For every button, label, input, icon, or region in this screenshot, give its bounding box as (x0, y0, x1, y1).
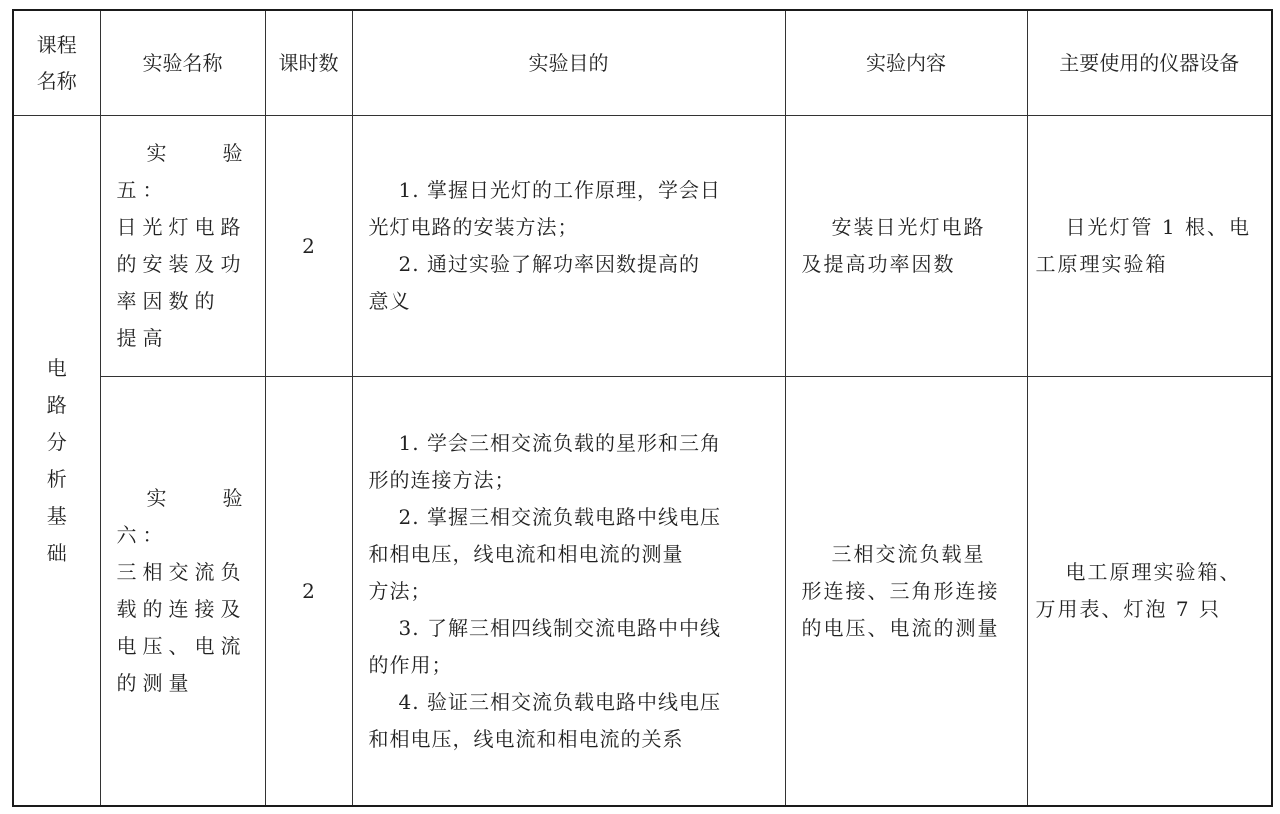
header-equipment: 主要使用的仪器设备 (1027, 10, 1272, 116)
hours-cell: 2 (265, 116, 352, 377)
header-experiment-name: 实验名称 (100, 10, 265, 116)
table-row (13, 377, 1272, 807)
table-row (13, 116, 1272, 377)
header-hours: 课时数 (265, 10, 352, 116)
experiment-name-cell: 实验六： 三相交流负 载的连接及 电压、电流 的测量 (100, 377, 265, 807)
header-content: 实验内容 (785, 10, 1027, 116)
purpose-cell: 1. 掌握日光灯的工作原理，学会日 光灯电路的安装方法； 2. 通过实验了解功率因数提高的 意义 (352, 116, 785, 377)
header-course-name: 课程 名称 (13, 10, 100, 116)
course-name-cell: 电 路 分 析 基 础 (13, 116, 100, 807)
equipment-cell: 电工原理实验箱、 万用表、灯泡 7 只 (1027, 377, 1272, 807)
content-cell: 三相交流负载星 形连接、三角形连接 的电压、电流的测量 (785, 377, 1027, 807)
content-cell: 安装日光灯电路 及提高功率因数 (785, 116, 1027, 377)
experiment-table (12, 9, 1273, 807)
equipment-cell: 日光灯管 1 根、电 工原理实验箱 (1027, 116, 1272, 377)
hours-cell: 2 (265, 377, 352, 807)
experiment-name-cell: 实验五： 日光灯电路 的安装及功 率因数的 提高 (100, 116, 265, 377)
header-row (13, 10, 1272, 116)
purpose-cell: 1. 学会三相交流负载的星形和三角 形的连接方法； 2. 掌握三相交流负载电路中线电压 和相电压，线电流和相电流的测量 方法； 3. 了解三相四线制交流电路中中线 的作用； 4. 验证三相交流负载电路中线电压 和相电压，线电流和相电流的关系 (352, 377, 785, 807)
header-purpose: 实验目的 (352, 10, 785, 116)
